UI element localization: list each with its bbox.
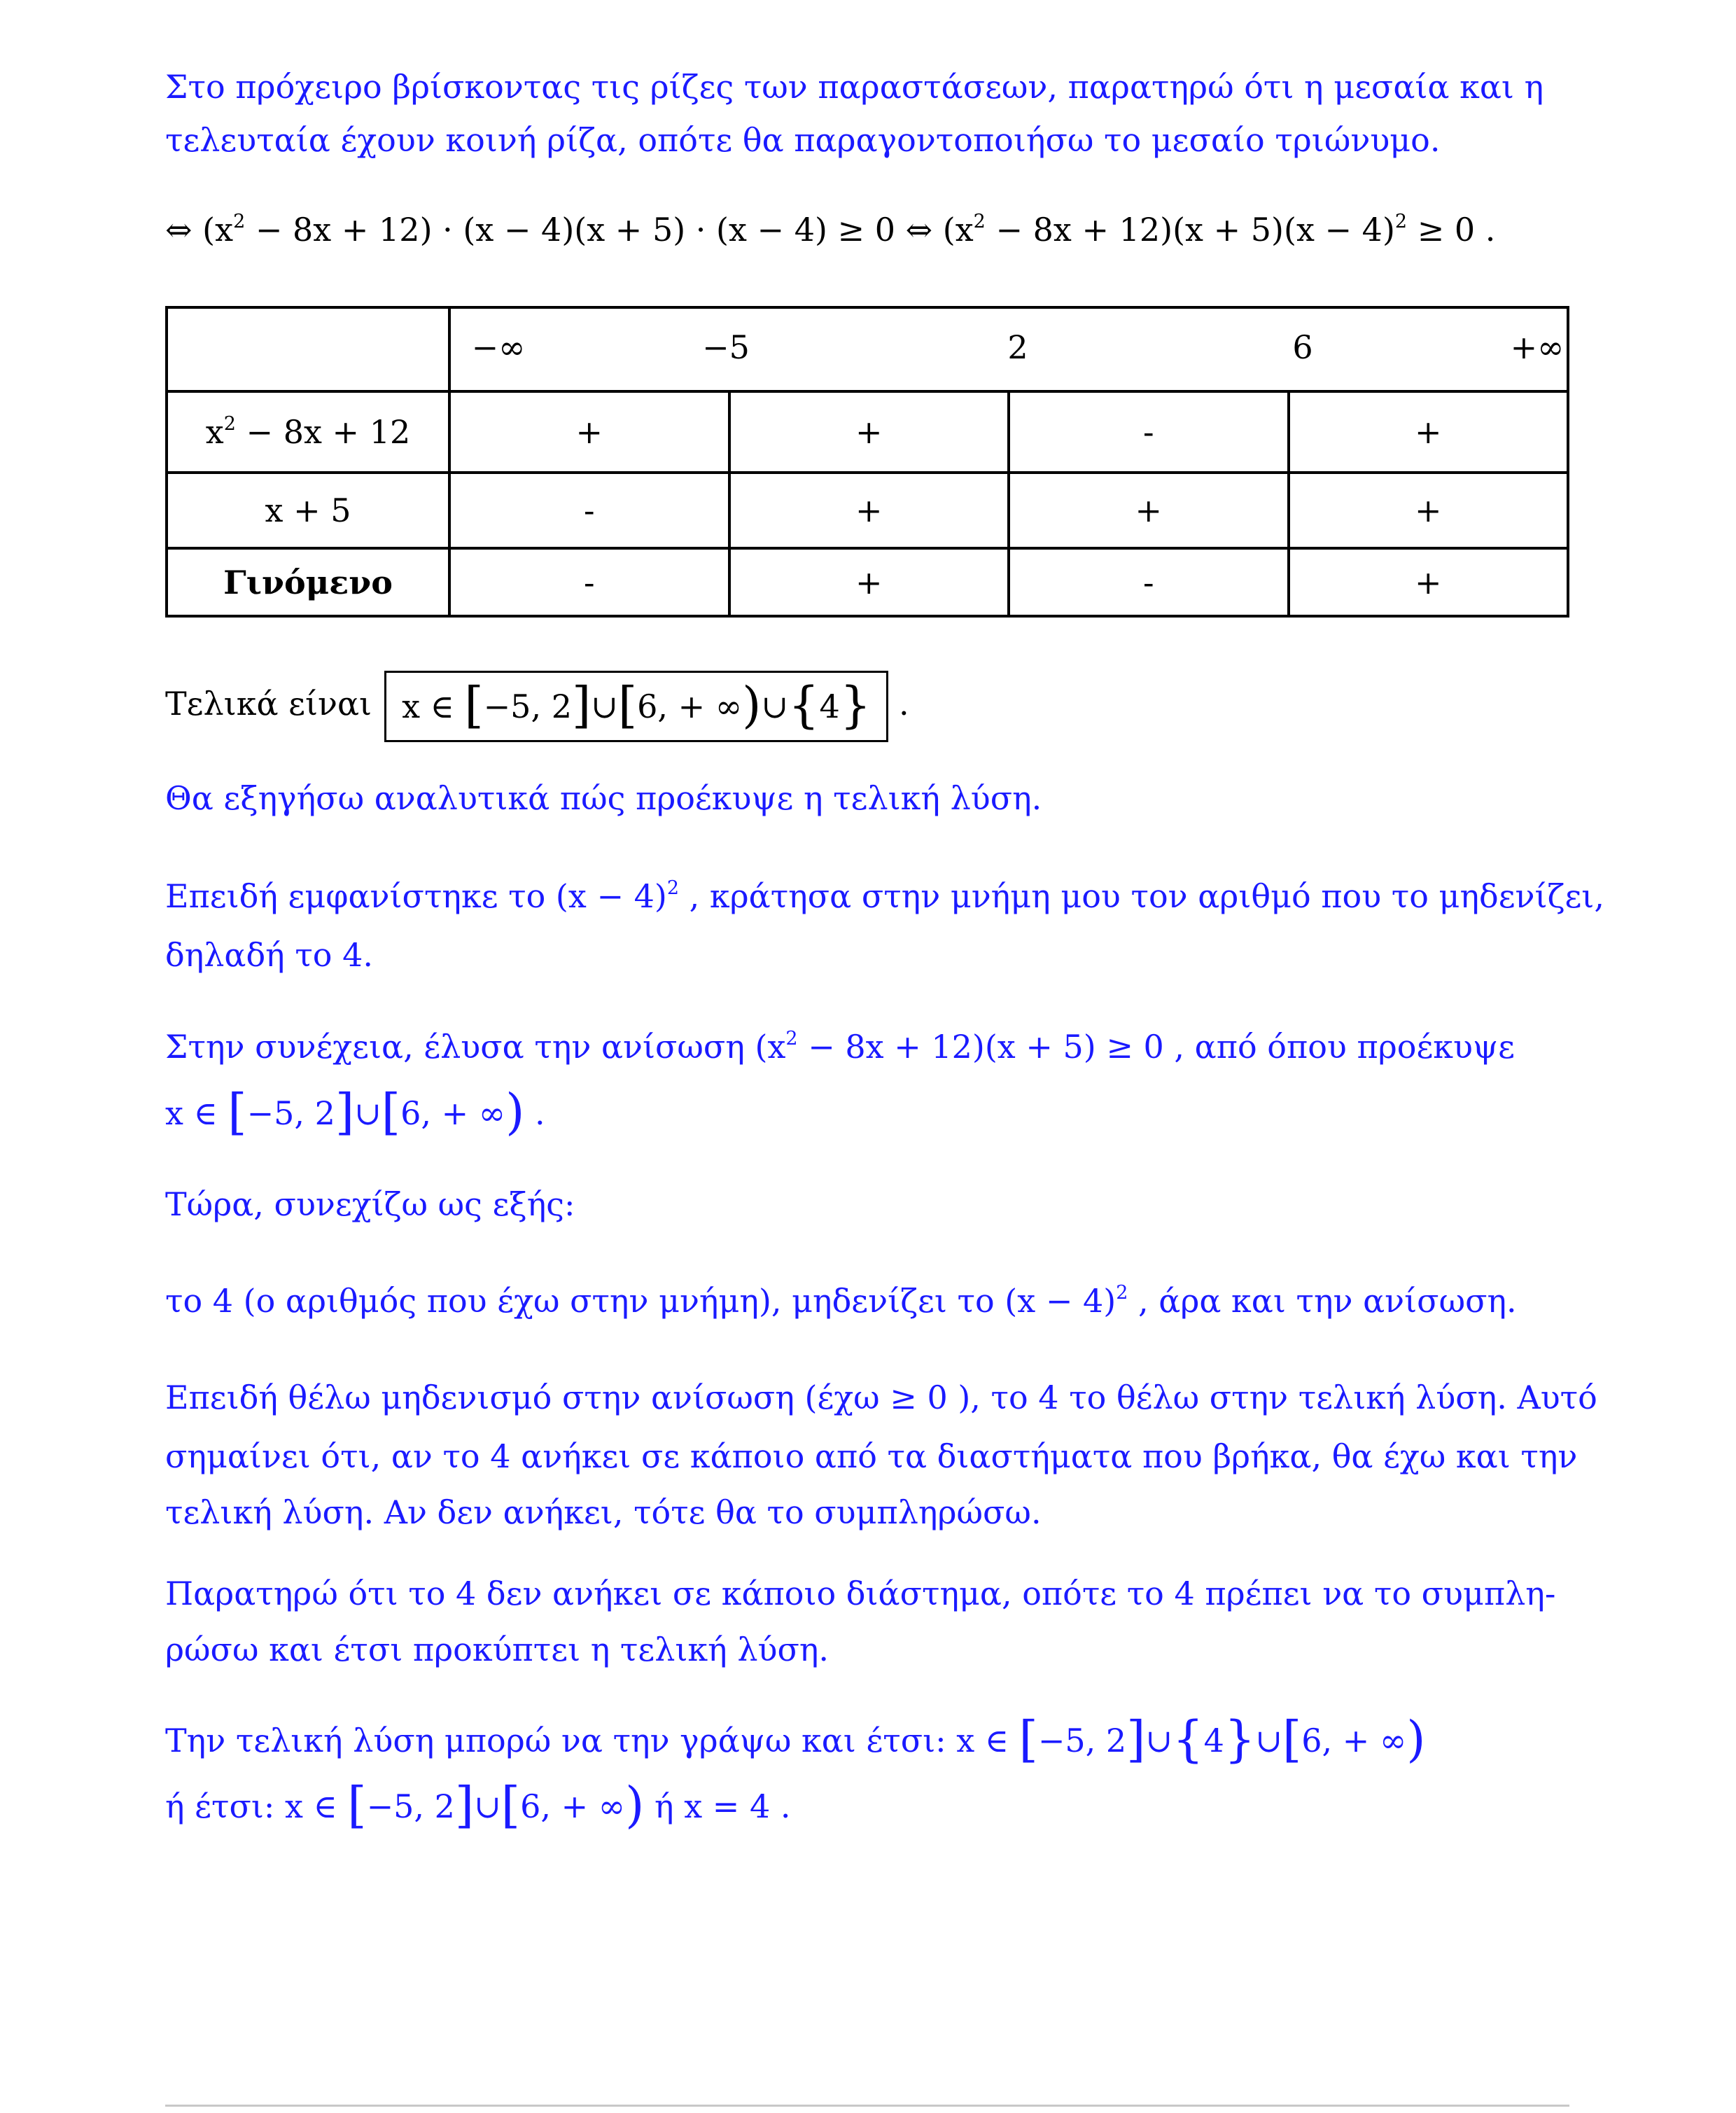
bracket: } — [839, 676, 872, 734]
equivalence-term: ≥ 0 . — [1407, 211, 1496, 249]
math-text: −5, 2 — [366, 1787, 455, 1825]
bracket: [ — [347, 1776, 367, 1834]
math-text: −5, 2 — [1037, 1722, 1127, 1759]
table-row — [167, 548, 1568, 616]
axis-tick: −∞ — [471, 328, 526, 366]
sign-cell — [449, 548, 729, 616]
sign-cell — [1009, 473, 1289, 548]
sign: + — [1414, 413, 1442, 451]
bracket: [ — [1018, 1710, 1038, 1768]
final-answer-line — [165, 671, 909, 742]
sign: + — [1414, 491, 1442, 529]
axis-tick: +∞ — [1510, 328, 1564, 366]
exponent: 2 — [1116, 1282, 1128, 1304]
text-run: − 8x + 12)(x + 5) ≥ 0 , από όπου προέκυψε — [797, 1028, 1515, 1066]
explain-paragraph-2 — [165, 868, 1604, 924]
sign-table-corner — [167, 307, 449, 391]
final-answer-prefix: Τελικά είναι — [165, 685, 372, 723]
bracket: { — [788, 676, 820, 734]
row-label-text: − 8x + 12 — [235, 413, 411, 451]
exponent: 2 — [223, 413, 236, 435]
bracket: ] — [454, 1776, 475, 1834]
bracket: ) — [1406, 1710, 1426, 1768]
explain-paragraph-6-line-2: σημαίνει ότι, αν το 4 ανήκει σε κάποιο από τα διαστήματα που βρήκα, θα έχω και την — [165, 1437, 1578, 1475]
text-run: Στην συνέχεια, έλυσα την ανίσωση (x — [165, 1028, 786, 1066]
intro-line-1: Στο πρόχειρο βρίσκοντας τις ρίζες των παραστάσεων, παρατηρώ ότι η μεσαία και η — [165, 68, 1544, 106]
row-label — [167, 548, 449, 616]
footer-divider — [165, 2105, 1569, 2107]
text-run: Επειδή εμφανίστηκε το (x − 4) — [165, 877, 667, 915]
exponent: 2 — [1394, 211, 1408, 232]
math-text: −5, 2 — [483, 688, 572, 725]
math-text: . — [888, 685, 909, 723]
math-text: ∪ — [474, 1787, 501, 1825]
bracket: ) — [505, 1083, 525, 1141]
sign-cell — [1289, 391, 1569, 473]
bracket: [ — [617, 676, 638, 734]
sign-cell — [1289, 548, 1569, 616]
bracket: [ — [464, 676, 484, 734]
sign: - — [583, 563, 595, 601]
bracket: ) — [625, 1776, 645, 1834]
bracket: [ — [1282, 1710, 1302, 1768]
equivalence-term: (x — [932, 211, 974, 249]
exponent: 2 — [973, 211, 986, 232]
math-text: ∪ — [761, 688, 788, 725]
math-text: −5, 2 — [246, 1094, 335, 1132]
equivalence-arrow: ⇔ — [165, 211, 192, 249]
equivalence-arrow: ⇔ — [905, 211, 933, 249]
explain-paragraph-5 — [165, 1273, 1582, 1329]
text-run: Την τελική λύση μπορώ να την γράψω και έτσι: — [165, 1722, 957, 1759]
math-text: x ∈ — [165, 1094, 218, 1132]
math-text: x = 4 . — [684, 1787, 791, 1825]
text-run: , κράτησα στην μνήμη μου τον αριθμό που το μηδενίζει, — [679, 877, 1604, 915]
explain-paragraph-8 — [165, 1710, 1582, 1769]
bracket: ] — [335, 1083, 355, 1141]
row-label — [167, 473, 449, 548]
explain-paragraph-6-line-1: Επειδή θέλω μηδενισμό στην ανίσωση (έχω ≥ 0 ), το 4 το θέλω στην τελική λύση. Αυτό — [165, 1379, 1597, 1416]
math-text: 4 — [819, 688, 840, 725]
math-text: . — [524, 1094, 545, 1132]
bracket: ] — [571, 676, 592, 734]
sign-table-axis — [449, 307, 1568, 391]
math-text: 6, + ∞ — [1301, 1722, 1407, 1759]
sign: + — [1135, 491, 1163, 529]
sign: + — [855, 413, 883, 451]
row-label-text: x — [205, 413, 224, 451]
bracket: ] — [1126, 1710, 1146, 1768]
bracket: ) — [742, 676, 762, 734]
row-label — [167, 391, 449, 473]
axis-tick: −5 — [702, 328, 750, 366]
sign-cell — [729, 391, 1009, 473]
sign: - — [583, 491, 595, 529]
text-run: , άρα και την ανίσωση. — [1128, 1282, 1517, 1320]
table-row — [167, 473, 1568, 548]
math-text: 4 — [1203, 1722, 1224, 1759]
math-text: ∪ — [591, 688, 618, 725]
exponent: 2 — [666, 877, 680, 899]
text-run: το 4 (ο αριθμός που έχω στην μνήμη), μηδενίζει το (x − 4) — [165, 1282, 1116, 1320]
math-text: 6, + ∞ — [520, 1787, 626, 1825]
sign-cell — [449, 391, 729, 473]
row-label-text: Γινόμενο — [223, 563, 393, 601]
equivalence-line — [165, 202, 1582, 258]
text-run: ή — [644, 1787, 685, 1825]
bracket: { — [1172, 1710, 1204, 1768]
math-text: ∪ — [354, 1094, 382, 1132]
math-text: x ∈ — [956, 1722, 1009, 1759]
math-text: 6, + ∞ — [637, 688, 743, 725]
axis-tick: 6 — [1292, 328, 1313, 366]
math-text: 6, + ∞ — [400, 1094, 506, 1132]
bracket: [ — [500, 1776, 521, 1834]
explain-paragraph-6-line-3: τελική λύση. Αν δεν ανήκει, τότε θα το συμπληρώσω. — [165, 1493, 1042, 1531]
sign: - — [1142, 413, 1154, 451]
text-run: ή έτσι: — [165, 1787, 286, 1825]
sign-table — [165, 306, 1569, 618]
explain-paragraph-3-interval — [165, 1085, 1582, 1141]
sign: + — [855, 491, 883, 529]
equivalence-term: − 8x + 12)(x + 5)(x − 4) — [985, 211, 1395, 249]
sign: + — [1414, 563, 1442, 601]
math-text: x ∈ — [402, 688, 454, 725]
explain-paragraph-2-cont: δηλαδή το 4. — [165, 936, 374, 974]
explain-paragraph-3 — [165, 1019, 1582, 1075]
math-text: ∪ — [1145, 1722, 1173, 1759]
sign: + — [855, 563, 883, 601]
sign-cell — [729, 548, 1009, 616]
sign-cell — [1009, 391, 1289, 473]
sign-cell — [1289, 473, 1569, 548]
equivalence-term: (x — [202, 211, 234, 249]
bracket: [ — [227, 1083, 247, 1141]
sign-cell — [1009, 548, 1289, 616]
sign: - — [1142, 563, 1154, 601]
equivalence-term: − 8x + 12) · (x − 4)(x + 5) · (x − 4) ≥ 0 — [245, 211, 906, 249]
explain-paragraph-9 — [165, 1778, 1582, 1834]
explain-paragraph-7-line-1: Παρατηρώ ότι το 4 δεν ανήκει σε κάποιο διάστημα, οπότε το 4 πρέπει να το συμπλη- — [165, 1575, 1556, 1612]
explain-paragraph-7-line-2: ρώσω και έτσι προκύπτει η τελική λύση. — [165, 1631, 830, 1668]
explain-paragraph-1: Θα εξηγήσω αναλυτικά πώς προέκυψε η τελική λύση. — [165, 779, 1042, 817]
final-answer-box — [384, 671, 888, 742]
sign-cell — [729, 473, 1009, 548]
bracket: [ — [381, 1083, 401, 1141]
explain-paragraph-4: Τώρα, συνεχίζω ως εξής: — [165, 1185, 575, 1223]
axis-tick: 2 — [1007, 328, 1028, 366]
intro-line-2: τελευταία έχουν κοινή ρίζα, οπότε θα παραγοντοποιήσω το μεσαίο τριώνυμο. — [165, 121, 1441, 159]
row-label-text: x + 5 — [265, 491, 351, 529]
sign: + — [575, 413, 603, 451]
table-row — [167, 391, 1568, 473]
bracket: } — [1224, 1710, 1256, 1768]
exponent: 2 — [233, 211, 246, 232]
sign-cell — [449, 473, 729, 548]
math-text: x ∈ — [285, 1787, 337, 1825]
exponent: 2 — [785, 1028, 798, 1049]
math-text: ∪ — [1255, 1722, 1282, 1759]
